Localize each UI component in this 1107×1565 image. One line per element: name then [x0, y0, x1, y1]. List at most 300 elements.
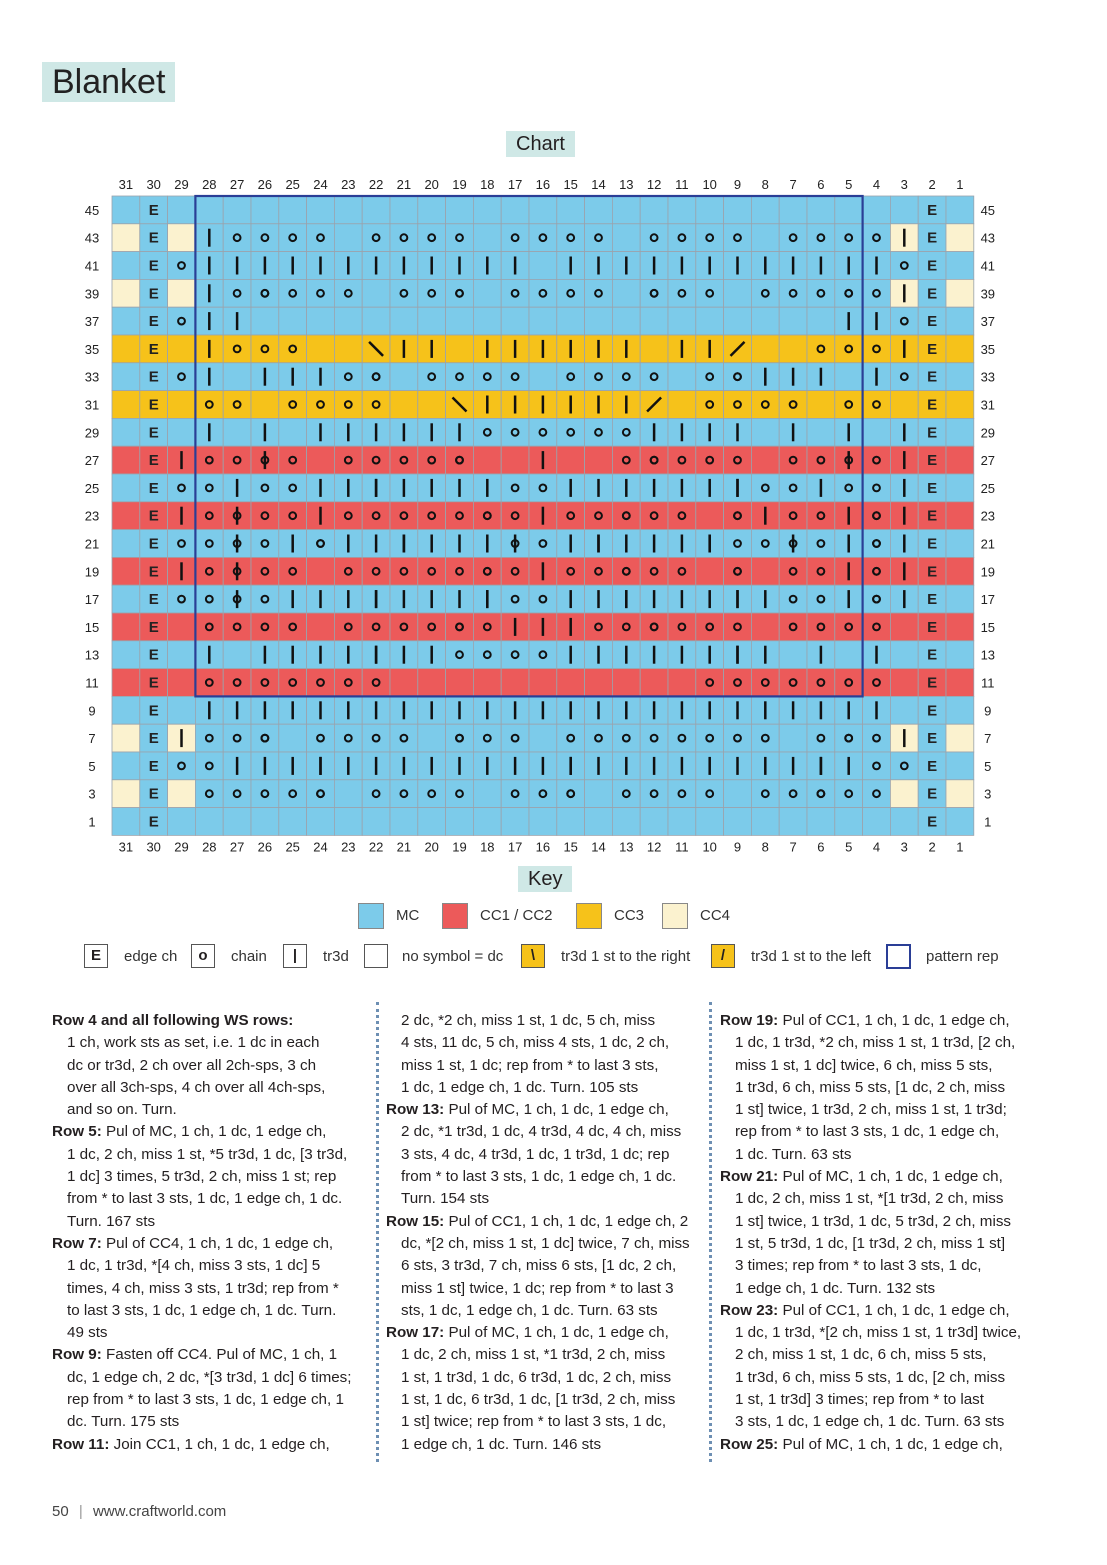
row-label-right: 29 — [980, 425, 996, 441]
chart-cell — [724, 196, 752, 224]
chart-cell — [612, 446, 640, 474]
chart-cell — [307, 391, 335, 419]
chart-cell — [168, 752, 196, 780]
chart-cell — [251, 724, 279, 752]
chart-cell — [195, 557, 223, 585]
chart-cell — [446, 641, 474, 669]
chart-cell — [751, 307, 779, 335]
row-heading: Row 11: — [52, 1435, 110, 1453]
column-label: 4 — [872, 839, 881, 855]
instructions-column-3 — [720, 1010, 1040, 1456]
chart-cell — [779, 641, 807, 669]
row-label-right: 3 — [984, 786, 992, 802]
chart-cell — [585, 224, 613, 252]
chart-cell — [640, 613, 668, 641]
chart-cell — [863, 474, 891, 502]
column-label: 5 — [845, 177, 853, 192]
column-divider — [376, 1002, 379, 1462]
instruction-line: 3 times; rep from * to last 3 sts, 1 dc, — [735, 1257, 982, 1275]
chart-cell — [307, 557, 335, 585]
chart-cell — [418, 780, 446, 808]
chart-cell — [946, 530, 974, 558]
chart-cell — [390, 279, 418, 307]
chart-cell — [863, 418, 891, 446]
chart-cell — [946, 391, 974, 419]
chart-cell — [557, 446, 585, 474]
chart-cell — [112, 502, 140, 530]
chart-cell — [640, 808, 668, 836]
chart-cell — [835, 363, 863, 391]
instruction-line: 1 tr3d, 6 ch, miss 5 sts, [1 dc, 2 ch, miss — [735, 1078, 1006, 1096]
edge-ch-symbol: E — [148, 201, 159, 219]
instruction-line: 1 tr3d, 6 ch, miss 5 sts, 1 dc, [2 ch, miss — [735, 1368, 1006, 1386]
edge-ch-symbol: E — [148, 368, 159, 386]
instruction-line: rep from * to last 3 sts, 1 dc, 1 edge ch, 1 — [67, 1391, 344, 1409]
chart-cell — [863, 585, 891, 613]
chart-cell — [334, 279, 362, 307]
edge-ch-symbol: E — [148, 730, 159, 748]
chart-cell — [724, 224, 752, 252]
chart-cell — [696, 196, 724, 224]
row-label-right: 23 — [980, 508, 996, 524]
row-heading: Row 7: — [52, 1234, 102, 1252]
row-heading: Row 17: — [386, 1324, 445, 1342]
chart-cell — [307, 446, 335, 474]
chart-cell — [779, 474, 807, 502]
chart-cell — [112, 780, 140, 808]
chart-cell — [529, 279, 557, 307]
row-label-right: 43 — [980, 230, 996, 246]
chart-cell — [362, 446, 390, 474]
chart-cell — [946, 224, 974, 252]
edge-ch-symbol: E — [927, 730, 938, 748]
chart-cell — [501, 808, 529, 836]
chart-cell — [334, 224, 362, 252]
chart-cell — [195, 669, 223, 697]
column-label: 3 — [900, 839, 908, 855]
chart-cell — [446, 335, 474, 363]
chart-cell — [418, 724, 446, 752]
chart-cell — [946, 279, 974, 307]
chart-cell — [279, 724, 307, 752]
instruction-line: 49 sts — [67, 1324, 108, 1342]
chart-cell — [946, 669, 974, 697]
chart-cell — [390, 196, 418, 224]
chart-cell — [307, 724, 335, 752]
chart-cell — [946, 502, 974, 530]
instruction-line: dc, 1 edge ch, 2 dc, *[3 tr3d, 1 dc] 6 times; — [67, 1368, 352, 1386]
chart-cell — [279, 224, 307, 252]
chart-cell — [585, 780, 613, 808]
chart-cell — [362, 363, 390, 391]
chart-cell — [112, 585, 140, 613]
chart-cell — [307, 530, 335, 558]
chart-cell — [112, 391, 140, 419]
chart-cell — [418, 613, 446, 641]
chart-cell — [668, 307, 696, 335]
chart-cell — [557, 669, 585, 697]
chart-cell — [529, 363, 557, 391]
instruction-line: 1 st, 1 tr3d] 3 times; rep from * to last — [735, 1391, 984, 1409]
chart-cell — [418, 808, 446, 836]
chart-cell — [696, 780, 724, 808]
row-instruction: Row 15: Pul of CC1, 1 ch, 1 dc, 1 edge ch, 2 — [386, 1212, 689, 1230]
edge-ch-symbol: E — [148, 257, 159, 275]
chart-cell — [835, 224, 863, 252]
instruction-line: miss 1 st] twice, 1 dc; rep from * to last 3 — [401, 1279, 674, 1297]
instruction-line: from * to last 3 sts, 1 dc, 1 edge ch, 1 dc. — [401, 1168, 677, 1186]
chart-cell — [195, 613, 223, 641]
chart-cell — [668, 502, 696, 530]
row-label-left: 23 — [84, 508, 100, 524]
chart-cell — [863, 391, 891, 419]
chart-cell — [112, 335, 140, 363]
key-swatch — [442, 903, 468, 929]
key-symbol-label: tr3d — [323, 948, 349, 965]
chart-cell — [390, 224, 418, 252]
column-label: 13 — [619, 177, 634, 192]
edge-ch-symbol: E — [927, 285, 938, 303]
chart-cell — [863, 780, 891, 808]
instruction-line: from * to last 3 sts, 1 dc, 1 edge ch, 1 dc. — [67, 1190, 343, 1208]
chart-cell — [112, 669, 140, 697]
chart-cell — [195, 502, 223, 530]
key-swatch — [662, 903, 688, 929]
chart-cell — [223, 808, 251, 836]
edge-ch-symbol: E — [927, 646, 938, 664]
edge-ch-symbol: E — [148, 507, 159, 525]
instruction-line: dc. Turn. 175 sts — [67, 1413, 180, 1431]
row-label-right: 19 — [980, 564, 996, 580]
column-label: 1 — [956, 839, 964, 855]
website-link[interactable]: www.craftworld.com — [92, 1503, 227, 1520]
chart-cell — [751, 224, 779, 252]
chart-cell — [251, 391, 279, 419]
chart-cell — [557, 780, 585, 808]
chart-cell — [863, 613, 891, 641]
chart-cell — [390, 808, 418, 836]
chart-cell — [724, 557, 752, 585]
chart-cell — [807, 335, 835, 363]
row-instruction: Row 7: Pul of CC4, 1 ch, 1 dc, 1 edge ch, — [52, 1234, 334, 1252]
chart-cell — [807, 669, 835, 697]
chart-cell — [835, 474, 863, 502]
key-symbol-label: tr3d 1 st to the left — [751, 948, 872, 965]
chart-cell — [640, 224, 668, 252]
instructions-column-2 — [386, 1010, 706, 1456]
chart-cell — [751, 557, 779, 585]
chart-cell — [529, 585, 557, 613]
chart-cell — [751, 808, 779, 836]
row-label-right: 17 — [980, 592, 996, 608]
chart-cell — [557, 418, 585, 446]
column-label: 30 — [146, 177, 161, 192]
chart-cell — [168, 530, 196, 558]
chart-cell — [890, 613, 918, 641]
chart-cell — [473, 196, 501, 224]
row-instruction — [52, 1010, 367, 1032]
chart-cell — [390, 669, 418, 697]
chart-cell — [946, 557, 974, 585]
chart-cell — [223, 224, 251, 252]
chart-cell — [501, 196, 529, 224]
instruction-line: Turn. 167 sts — [67, 1212, 156, 1230]
edge-ch-symbol: E — [148, 702, 159, 720]
edge-ch-symbol: E — [148, 424, 159, 442]
row-label-left: 11 — [85, 675, 99, 691]
instruction-line: miss 1 st, 1 dc] twice, 6 ch, miss 5 sts, — [735, 1056, 993, 1074]
edge-ch-symbol: E — [927, 257, 938, 275]
chart-cell — [696, 446, 724, 474]
row-label-right: 45 — [980, 202, 996, 218]
instruction-line: 1 dc, 2 ch, miss 1 st, *[1 tr3d, 2 ch, miss — [735, 1190, 1004, 1208]
chart-cell — [807, 196, 835, 224]
chart-cell — [807, 780, 835, 808]
chart-cell — [696, 224, 724, 252]
chart-cell — [418, 363, 446, 391]
chart-cell — [195, 585, 223, 613]
chart-cell — [168, 196, 196, 224]
instruction-line: 1 st, 1 tr3d, 1 dc, 6 tr3d, 1 dc, 2 ch, miss — [401, 1368, 672, 1386]
instruction-line: 6 sts, 3 tr3d, 7 ch, miss 6 sts, [1 dc, 2 ch, — [401, 1257, 677, 1275]
row-instruction: Row 9: Fasten off CC4. Pul of MC, 1 ch, 1 — [52, 1346, 338, 1364]
chart-cell — [307, 335, 335, 363]
chart-cell — [362, 224, 390, 252]
chart-cell — [501, 780, 529, 808]
chart-cell — [501, 474, 529, 502]
chart-cell — [946, 585, 974, 613]
chart-cell — [195, 724, 223, 752]
chart-cell — [279, 279, 307, 307]
column-label: 20 — [424, 839, 439, 855]
key-color-label: MC — [396, 907, 420, 924]
chart-cell — [501, 557, 529, 585]
chart-cell — [724, 808, 752, 836]
chart-cell — [334, 808, 362, 836]
chart-cell — [612, 557, 640, 585]
chart-cell — [529, 307, 557, 335]
chart-cell — [779, 446, 807, 474]
chart-cell — [807, 446, 835, 474]
chart-cell — [890, 363, 918, 391]
chart-cell — [779, 196, 807, 224]
row-label-right: 1 — [984, 814, 992, 830]
row-label-left: 3 — [88, 786, 96, 802]
row-instruction: Row 25: Pul of MC, 1 ch, 1 dc, 1 edge ch, — [720, 1435, 1003, 1453]
chart-cell — [863, 669, 891, 697]
edge-ch-symbol: E — [927, 785, 938, 803]
chart-cell — [890, 669, 918, 697]
chart-cell — [251, 279, 279, 307]
chart-cell — [168, 669, 196, 697]
chart-cell — [446, 446, 474, 474]
chart-cell — [279, 474, 307, 502]
chart-heading: Chart — [506, 131, 575, 157]
key-symbol: E — [84, 944, 108, 968]
chart-cell — [223, 724, 251, 752]
column-label: 6 — [817, 839, 825, 855]
row-label-left: 29 — [84, 425, 100, 441]
edge-ch-symbol: E — [148, 535, 159, 553]
chart-cell — [195, 196, 223, 224]
row-instruction: Row 23: Pul of CC1, 1 ch, 1 dc, 1 edge ch, — [720, 1301, 1010, 1319]
edge-ch-symbol: E — [148, 618, 159, 636]
chart-cell — [946, 418, 974, 446]
chart-cell — [668, 363, 696, 391]
chart-cell — [640, 363, 668, 391]
chart-cell — [195, 474, 223, 502]
chart-cell — [307, 224, 335, 252]
column-label: 27 — [229, 177, 245, 192]
chart-cell — [223, 363, 251, 391]
column-label: 29 — [174, 177, 189, 192]
chart-cell — [779, 808, 807, 836]
chart-cell — [279, 335, 307, 363]
chart-cell — [724, 669, 752, 697]
chart-cell — [612, 669, 640, 697]
chart-cell — [807, 585, 835, 613]
chart-cell — [251, 502, 279, 530]
edge-ch-symbol: E — [927, 702, 938, 720]
key-heading: Key — [518, 866, 572, 892]
column-label: 12 — [646, 177, 662, 192]
chart-cell — [640, 724, 668, 752]
chart-cell — [473, 808, 501, 836]
key-symbol: | — [283, 944, 307, 968]
column-label: 24 — [313, 839, 328, 855]
chart-cell — [473, 307, 501, 335]
chart-cell — [612, 279, 640, 307]
chart-cell — [946, 780, 974, 808]
chart-cell — [668, 391, 696, 419]
key-symbol-label: pattern rep — [926, 948, 999, 965]
chart-cell — [390, 557, 418, 585]
chart-cell — [446, 669, 474, 697]
column-label: 19 — [452, 177, 467, 192]
chart-cell — [168, 418, 196, 446]
chart-cell — [529, 252, 557, 280]
column-label: 3 — [900, 177, 908, 192]
chart-cell — [751, 335, 779, 363]
instruction-line: miss 1 st, 1 dc; rep from * to last 3 sts, — [401, 1056, 659, 1074]
chart-cell — [751, 780, 779, 808]
chart-cell — [446, 780, 474, 808]
instruction-line: 1 st, 1 dc, 6 tr3d, 1 dc, [1 tr3d, 2 ch, miss — [401, 1391, 676, 1409]
key-symbol-label: chain — [231, 948, 267, 965]
chart-cell — [807, 418, 835, 446]
chart-cell — [223, 196, 251, 224]
chart-cell — [334, 669, 362, 697]
chart-cell — [557, 279, 585, 307]
chart-cell — [251, 530, 279, 558]
chart-cell — [446, 613, 474, 641]
edge-ch-symbol: E — [927, 340, 938, 358]
chart-cell — [724, 502, 752, 530]
chart-cell — [724, 613, 752, 641]
chart-cell — [334, 724, 362, 752]
chart-cell — [112, 418, 140, 446]
chart-cell — [724, 363, 752, 391]
chart-cell — [446, 808, 474, 836]
row-label-right: 21 — [980, 536, 996, 552]
instruction-line: 1 dc] 3 times, 5 tr3d, 2 ch, miss 1 st; rep — [67, 1168, 337, 1186]
chart-cell — [751, 530, 779, 558]
column-label: 18 — [480, 839, 495, 855]
chart-cell — [334, 780, 362, 808]
instruction-line: times, 4 ch, miss 3 sts, 1 tr3d; rep from * — [67, 1279, 339, 1297]
column-label: 28 — [202, 839, 217, 855]
chart-cell — [668, 613, 696, 641]
row-label-right: 27 — [980, 453, 996, 469]
chart-cell — [557, 808, 585, 836]
edge-ch-symbol: E — [148, 452, 159, 470]
chart-cell — [112, 307, 140, 335]
chart-cell — [112, 363, 140, 391]
chart-cell — [362, 724, 390, 752]
chart-cell — [612, 224, 640, 252]
chart-cell — [195, 752, 223, 780]
chart-cell — [724, 391, 752, 419]
row-label-right: 7 — [984, 731, 992, 747]
instruction-line: 1 dc, 1 tr3d, *[2 ch, miss 1 st, 1 tr3d] twice, — [735, 1324, 1022, 1342]
instruction-line: 1 st] twice, 1 tr3d, 1 dc, 5 tr3d, 2 ch, miss — [735, 1212, 1012, 1230]
row-heading: Row 13: — [386, 1101, 445, 1119]
chart-cell — [362, 391, 390, 419]
chart-cell — [946, 752, 974, 780]
edge-ch-symbol: E — [927, 674, 938, 692]
edge-ch-symbol: E — [927, 757, 938, 775]
edge-ch-symbol: E — [927, 507, 938, 525]
chart-cell — [168, 279, 196, 307]
chart-cell — [696, 363, 724, 391]
chart-cell — [501, 585, 529, 613]
chart-cell — [418, 557, 446, 585]
chart-cell — [307, 279, 335, 307]
row-heading: Row 9: — [52, 1346, 102, 1364]
row-heading: Row 25: — [720, 1435, 779, 1453]
chart-cell — [251, 474, 279, 502]
column-label: 19 — [452, 839, 467, 855]
chart-cell — [585, 446, 613, 474]
chart-cell — [863, 752, 891, 780]
chart-cell — [585, 557, 613, 585]
row-label-left: 15 — [84, 619, 100, 635]
chart-cell — [446, 724, 474, 752]
instruction-line: 2 dc, *1 tr3d, 1 dc, 4 tr3d, 4 dc, 4 ch, miss — [401, 1123, 682, 1141]
column-label: 28 — [202, 177, 217, 192]
edge-ch-symbol: E — [927, 452, 938, 470]
chart-cell — [112, 252, 140, 280]
instruction-line: 2 dc, *2 ch, miss 1 st, 1 dc, 5 ch, miss — [401, 1012, 656, 1029]
chart-cell — [529, 669, 557, 697]
chart-cell — [779, 224, 807, 252]
row-instruction: Row 19: Pul of CC1, 1 ch, 1 dc, 1 edge ch, — [720, 1012, 1010, 1029]
key-symbol — [364, 944, 388, 968]
chart-cell — [251, 613, 279, 641]
chart-cell — [251, 808, 279, 836]
instruction-line: 1 ch, work sts as set, i.e. 1 dc in each — [67, 1034, 320, 1052]
chart-cell — [863, 502, 891, 530]
chart-cell — [446, 502, 474, 530]
chart-cell — [251, 307, 279, 335]
row-instruction: Row 21: Pul of MC, 1 ch, 1 dc, 1 edge ch, — [720, 1168, 1003, 1186]
chart-cell — [807, 502, 835, 530]
column-label: 18 — [480, 177, 495, 192]
row-label-left: 35 — [84, 341, 100, 357]
column-label: 25 — [285, 177, 300, 192]
row-label-right: 15 — [980, 619, 996, 635]
chart-cell — [779, 279, 807, 307]
